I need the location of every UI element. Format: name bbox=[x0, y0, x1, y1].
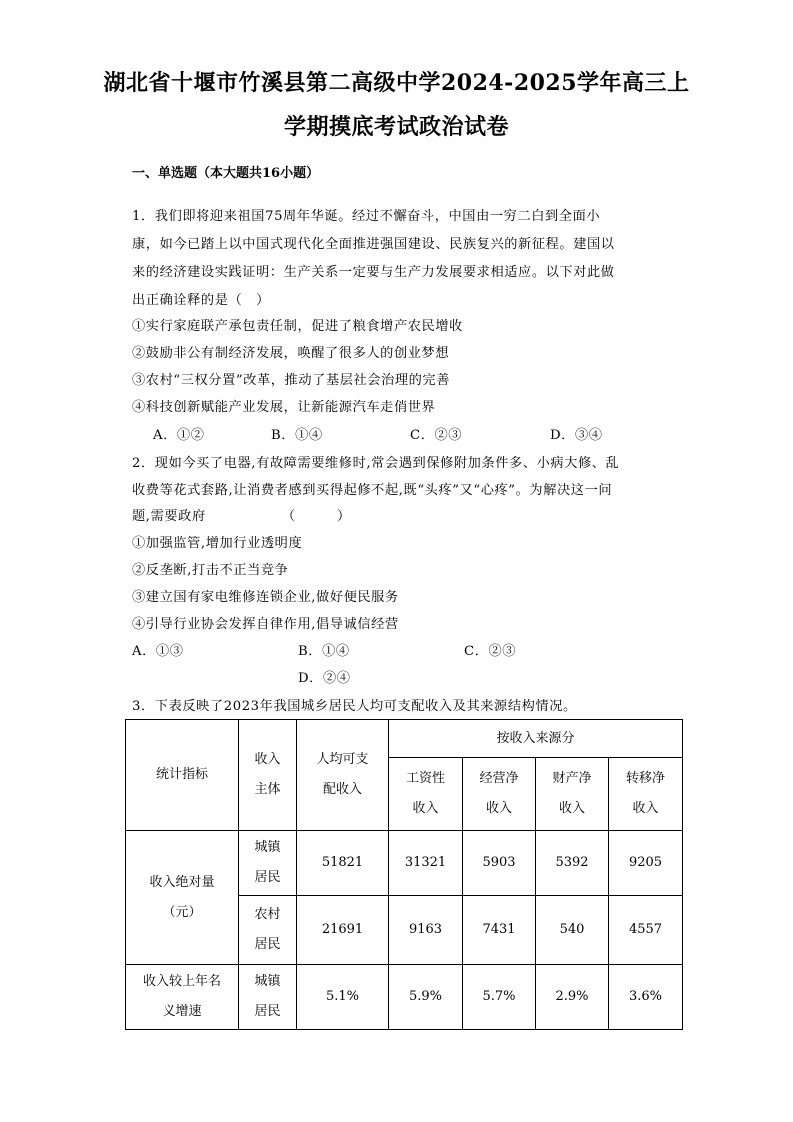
header-transfer: 转移净 收入 bbox=[609, 758, 683, 831]
cell-property: 540 bbox=[536, 896, 609, 965]
q1-choice-d: D．③④ bbox=[550, 428, 603, 443]
cell-per-capita: 51821 bbox=[297, 831, 389, 896]
income-table bbox=[125, 719, 683, 1030]
q2-option: ①加强监管,增加行业透明度 bbox=[132, 536, 303, 551]
q1-choice-b: B．①④ bbox=[271, 428, 323, 443]
header-indicator: 统计指标 bbox=[126, 720, 239, 831]
q2-option: ④引导行业协会发挥自律作用,倡导诚信经营 bbox=[132, 617, 399, 632]
cell-per-capita: 5.1% bbox=[297, 965, 389, 1030]
cell-business: 5903 bbox=[463, 831, 536, 896]
group-label-absolute: 收入绝对量 （元） bbox=[126, 831, 239, 965]
header-wage: 工资性 收入 bbox=[389, 758, 463, 831]
group-label-growth: 收入较上年名 义增速 bbox=[126, 965, 239, 1030]
q2-stem-line: 2．现如今买了电器,有故障需要维修时,常会遇到保修附加条件多、小病大修、乱 bbox=[132, 456, 620, 471]
header-subject: 收入 主体 bbox=[239, 720, 297, 831]
q2-choice-b: B．①④ bbox=[298, 644, 350, 659]
q2-option: ②反垄断,打击不正当竞争 bbox=[132, 563, 289, 578]
q2-stem-line: 题,需要政府 （ ） bbox=[132, 509, 351, 524]
q1-choice-c: C．②③ bbox=[410, 428, 463, 443]
q1-option: ③农村“三权分置”改革，推动了基层社会治理的完善 bbox=[132, 373, 451, 388]
cell-subject: 农村 居民 bbox=[239, 896, 297, 965]
cell-subject: 城镇 居民 bbox=[239, 965, 297, 1030]
cell-transfer: 4557 bbox=[609, 896, 683, 965]
q1-option: ④科技创新赋能产业发展，让新能源汽车走俏世界 bbox=[132, 400, 436, 415]
q1-stem-line: 康，如今已踏上以中国式现代化全面推进强国建设、民族复兴的新征程。建国以 bbox=[132, 237, 615, 252]
header-by-source: 按收入来源分 bbox=[389, 720, 683, 758]
cell-wage: 31321 bbox=[389, 831, 463, 896]
q1-option: ①实行家庭联产承包责任制，促进了粮食增产农民增收 bbox=[132, 319, 463, 334]
q1-stem-line: 1．我们即将迎来祖国75周年华诞。经过不懈奋斗，中国由一穷二白到全面小 bbox=[132, 209, 601, 224]
cell-business: 7431 bbox=[463, 896, 536, 965]
exam-title-line2: 学期摸底考试政治试卷 bbox=[283, 114, 509, 140]
header-business: 经营净 收入 bbox=[463, 758, 536, 831]
cell-property: 2.9% bbox=[536, 965, 609, 1030]
cell-transfer: 3.6% bbox=[609, 965, 683, 1030]
q2-choice-a: A．①③ bbox=[132, 644, 184, 659]
q1-stem-line: 出正确诠释的是（ ） bbox=[132, 293, 270, 308]
cell-per-capita: 21691 bbox=[297, 896, 389, 965]
header-per-capita: 人均可支 配收入 bbox=[297, 720, 389, 831]
q2-stem-line: 收费等花式套路,让消费者感到买得起修不起,既“头疼”又“心疼”。为解决这一问 bbox=[132, 483, 613, 498]
section-heading: 一、单选题（本大题共16小题） bbox=[132, 166, 320, 181]
cell-property: 5392 bbox=[536, 831, 609, 896]
exam-title-line1: 湖北省十堰市竹溪县第二高级中学2024-2025学年高三上 bbox=[103, 70, 690, 96]
table-row bbox=[126, 831, 683, 896]
q2-option: ③建立国有家电维修连锁企业,做好便民服务 bbox=[132, 590, 399, 605]
q2-choice-d: D．②④ bbox=[298, 671, 351, 686]
table-row bbox=[126, 965, 683, 1030]
cell-wage: 9163 bbox=[389, 896, 463, 965]
q2-choice-c: C．②③ bbox=[464, 644, 517, 659]
q1-stem-line: 来的经济建设实践证明：生产关系一定要与生产力发展要求相适应。以下对此做 bbox=[132, 265, 615, 280]
cell-wage: 5.9% bbox=[389, 965, 463, 1030]
cell-business: 5.7% bbox=[463, 965, 536, 1030]
cell-transfer: 9205 bbox=[609, 831, 683, 896]
q3-intro: 3．下表反映了2023年我国城乡居民人均可支配收入及其来源结构情况。 bbox=[132, 699, 577, 714]
header-property: 财产净 收入 bbox=[536, 758, 609, 831]
cell-subject: 城镇 居民 bbox=[239, 831, 297, 896]
q1-choice-a: A．①② bbox=[153, 428, 205, 443]
q1-option: ②鼓励非公有制经济发展，唤醒了很多人的创业梦想 bbox=[132, 346, 450, 361]
